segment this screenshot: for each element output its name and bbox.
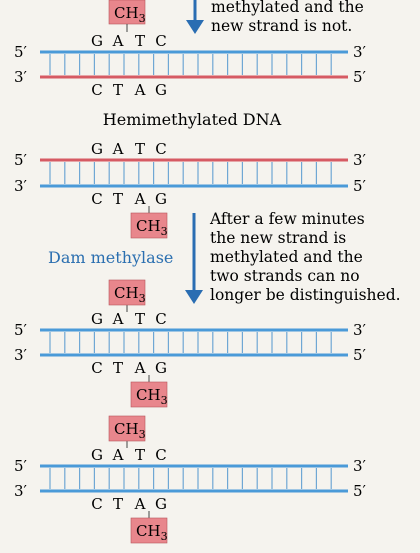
side-note-line3: methylated and the (210, 248, 363, 266)
base-top-G: G (91, 446, 103, 464)
hemimethylated-caption: Hemimethylated DNA (102, 110, 282, 129)
methyl-group-top-strand (109, 280, 146, 312)
five-prime-label-bottom: 5′ (353, 177, 366, 195)
five-prime-label-top: 5′ (14, 457, 27, 475)
five-prime-label-top: 5′ (14, 43, 27, 61)
methyl-group-bottom-strand (131, 206, 168, 238)
three-prime-label-top: 3′ (353, 457, 366, 475)
base-bottom-T: T (112, 495, 124, 513)
five-prime-label-bottom: 5′ (353, 68, 366, 86)
side-note-line2: the new strand is (210, 229, 347, 247)
arrow-methylation (185, 213, 203, 304)
methyl-group-top-strand (109, 416, 146, 448)
methyl-label: $CH_3$ (114, 4, 146, 25)
duplex-fully-methylated-2 (14, 416, 367, 543)
base-bottom-A: A (134, 190, 146, 208)
base-bottom-T: T (112, 190, 124, 208)
base-bottom-G: G (155, 359, 167, 377)
base-bottom-A: A (134, 359, 146, 377)
methyl-group-top-cutoff (109, 0, 146, 32)
five-prime-label-bottom: 5′ (353, 346, 366, 364)
duplex-hemimethylated-top-methyl (14, 32, 367, 99)
base-top-G: G (91, 310, 103, 328)
base-top-T: T (134, 446, 146, 464)
base-bottom-T: T (112, 359, 124, 377)
base-top-C: C (155, 32, 167, 50)
base-top-T: T (134, 310, 146, 328)
base-bottom-A: A (134, 495, 146, 513)
base-bottom-G: G (155, 495, 167, 513)
five-prime-label-top: 5′ (14, 151, 27, 169)
methyl-group-bottom-strand (131, 375, 168, 407)
three-prime-label-top: 3′ (353, 151, 366, 169)
three-prime-label-bottom: 3′ (14, 482, 27, 500)
arrow-top (186, 0, 204, 34)
methyl-label: $CH_3$ (136, 386, 168, 407)
base-bottom-C: C (91, 495, 103, 513)
base-top-A: A (112, 446, 124, 464)
base-bottom-T: T (112, 81, 124, 99)
base-top-T: T (134, 32, 146, 50)
base-top-A: A (112, 140, 124, 158)
enzyme-label: Dam methylase (48, 248, 174, 267)
methyl-group-bottom-strand (131, 511, 168, 543)
methyl-label: $CH_3$ (136, 522, 168, 543)
base-top-G: G (91, 32, 103, 50)
three-prime-label-bottom: 3′ (14, 346, 27, 364)
three-prime-label-bottom: 3′ (14, 177, 27, 195)
base-top-C: C (155, 310, 167, 328)
five-prime-label-bottom: 5′ (353, 482, 366, 500)
base-top-C: C (155, 140, 167, 158)
base-top-A: A (112, 310, 124, 328)
base-bottom-A: A (134, 81, 146, 99)
methyl-label: $CH_3$ (114, 284, 146, 305)
three-prime-label-top: 3′ (353, 321, 366, 339)
methyl-label: $CH_3$ (114, 420, 146, 441)
base-top-G: G (91, 140, 103, 158)
base-top-A: A (112, 32, 124, 50)
side-note-line5: longer be distinguished. (210, 286, 401, 304)
three-prime-label-bottom: 3′ (14, 68, 27, 86)
side-note-line4: two strands can no (210, 267, 360, 285)
base-bottom-C: C (91, 81, 103, 99)
base-top-C: C (155, 446, 167, 464)
base-bottom-C: C (91, 359, 103, 377)
side-note-line1: After a few minutes (210, 210, 365, 228)
base-top-T: T (134, 140, 146, 158)
top-note-line1: methylated and the (211, 0, 364, 16)
base-bottom-G: G (155, 81, 167, 99)
methyl-label: $CH_3$ (136, 217, 168, 238)
base-bottom-C: C (91, 190, 103, 208)
base-bottom-G: G (155, 190, 167, 208)
top-note-line2: new strand is not. (211, 17, 353, 35)
side-note (209, 210, 401, 304)
five-prime-label-top: 5′ (14, 321, 27, 339)
three-prime-label-top: 3′ (353, 43, 366, 61)
